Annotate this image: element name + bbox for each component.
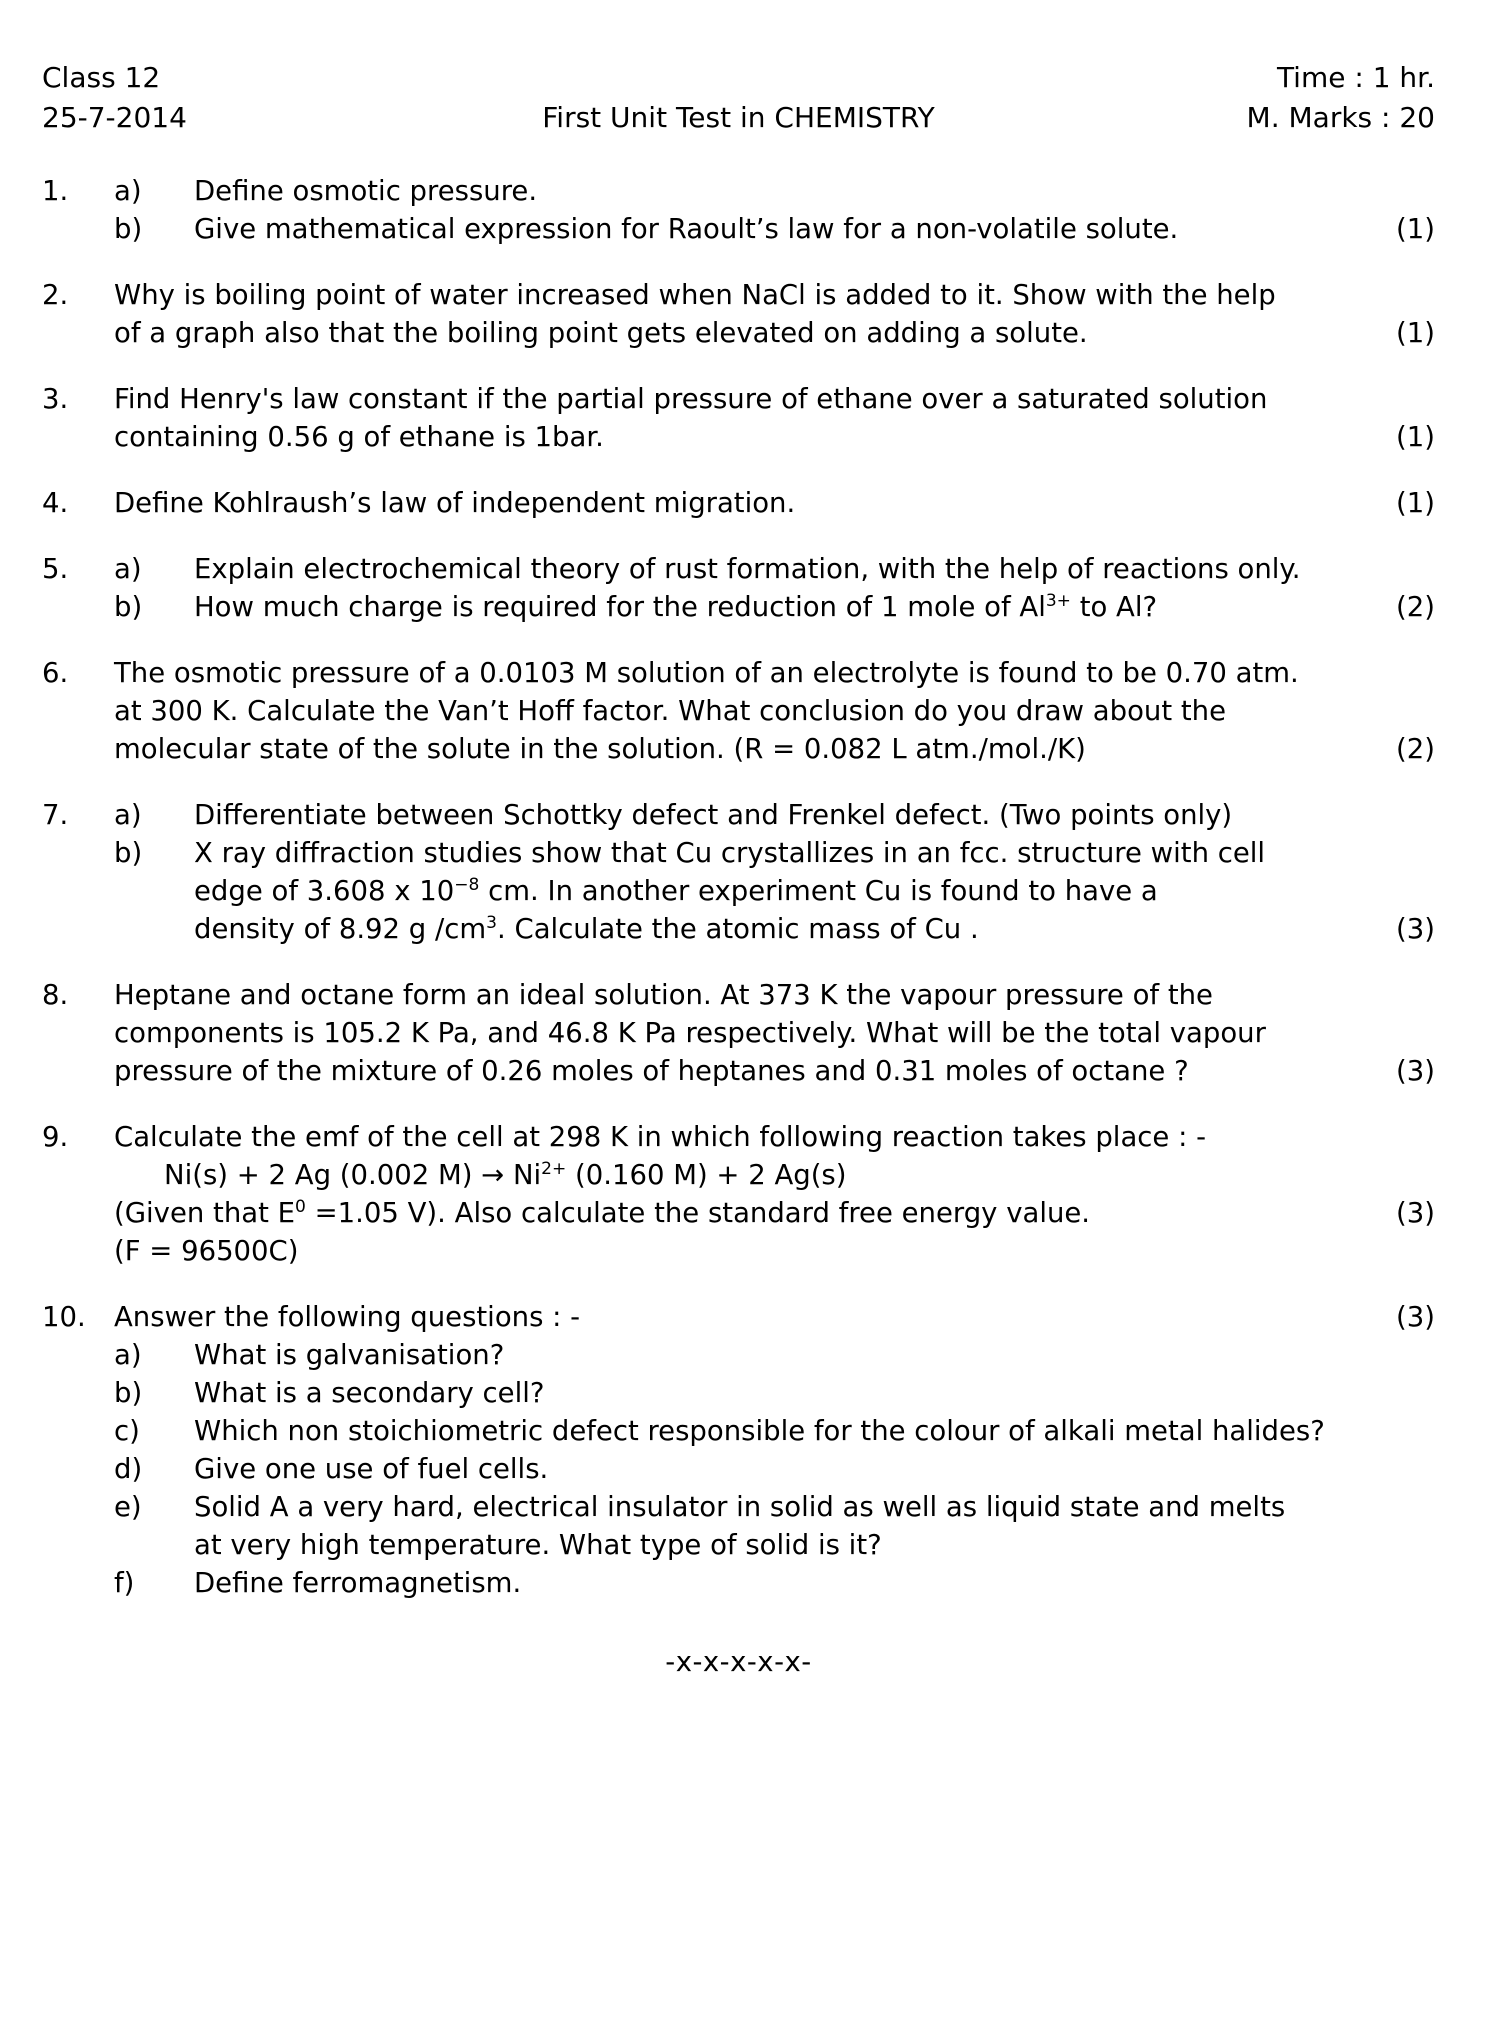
- question-line: [114, 550, 1435, 588]
- question-item: [42, 796, 1435, 948]
- question-number: 5.: [42, 553, 69, 585]
- question-text: [114, 1118, 1435, 1156]
- question-line: [114, 1014, 1435, 1052]
- question-number: 1.: [42, 175, 69, 207]
- question-text: [194, 1374, 1435, 1412]
- question-number: 7.: [42, 799, 69, 831]
- question-text: [114, 1052, 1435, 1090]
- question-line: [114, 1298, 1435, 1336]
- question-text-main: Give one use of fuel cells.: [194, 1453, 549, 1485]
- superscript: 2+: [541, 1158, 567, 1179]
- question-body: [114, 1298, 1435, 1602]
- question-item: [42, 380, 1435, 456]
- question-text-main: molecular state of the solute in the solution. (R = 0.082 L atm./mol./K): [114, 733, 1086, 765]
- marks-allotted: (2): [1396, 733, 1435, 765]
- question-body: [114, 380, 1435, 456]
- question-text: [114, 1194, 1435, 1232]
- question-text: [194, 872, 1435, 910]
- sub-question-letter: e): [114, 1491, 142, 1523]
- question-text-tail: to Al?: [1070, 591, 1158, 623]
- question-text-main: What is galvanisation?: [194, 1339, 505, 1371]
- superscript: 3: [486, 912, 498, 933]
- question-text: [114, 380, 1435, 418]
- question-line: [114, 796, 1435, 834]
- question-text-main: Why is boiling point of water increased when NaCl is added to it. Show with the help: [114, 279, 1276, 311]
- class-label: Class 12: [42, 61, 161, 94]
- question-text: [194, 834, 1435, 872]
- question-line: [114, 834, 1435, 872]
- sub-question-letter: b): [114, 213, 143, 245]
- question-text-main: Calculate the emf of the cell at 298 K in which following reaction takes place : -: [114, 1121, 1207, 1153]
- marks-allotted: (1): [1396, 213, 1435, 245]
- question-text-main: containing 0.56 g of ethane is 1bar.: [114, 421, 604, 453]
- question-line: [114, 1412, 1435, 1450]
- question-item: [42, 1118, 1435, 1270]
- question-text-main: (F = 96500C): [114, 1235, 299, 1267]
- question-number: 8.: [42, 979, 69, 1011]
- question-line: [114, 1488, 1435, 1526]
- question-body: [114, 976, 1435, 1090]
- sub-question-letter: a): [114, 553, 142, 585]
- question-item: [42, 484, 1435, 522]
- question-text: [194, 1450, 1435, 1488]
- question-line: [114, 484, 1435, 522]
- question-text-main: Define Kohlraush’s law of independent migration.: [114, 487, 796, 519]
- question-line: [114, 1232, 1435, 1270]
- sub-question-letter: a): [114, 175, 142, 207]
- question-text-main: Heptane and octane form an ideal solution. At 373 K the vapour pressure of the: [114, 979, 1213, 1011]
- question-text: [114, 276, 1435, 314]
- question-line: [114, 588, 1435, 626]
- sub-question-letter: a): [114, 799, 142, 831]
- question-item: [42, 654, 1435, 768]
- question-body: [114, 276, 1435, 352]
- question-line: [114, 210, 1435, 248]
- question-line: [114, 1156, 1435, 1194]
- question-text-main: Define ferromagnetism.: [194, 1567, 522, 1599]
- question-line: [114, 1564, 1435, 1602]
- question-text-main: pressure of the mixture of 0.26 moles of heptanes and 0.31 moles of octane ?: [114, 1055, 1189, 1087]
- question-text: [114, 1014, 1435, 1052]
- question-text: [114, 1232, 1435, 1270]
- marks-allotted: (3): [1396, 1301, 1435, 1333]
- question-number: 6.: [42, 657, 69, 689]
- question-line: [114, 1450, 1435, 1488]
- question-line: [114, 276, 1435, 314]
- question-item: [42, 276, 1435, 352]
- question-line: [114, 872, 1435, 910]
- marks-allotted: (1): [1396, 317, 1435, 349]
- sub-question-letter: b): [114, 837, 143, 869]
- question-line: [114, 418, 1435, 456]
- question-text: [114, 484, 1435, 522]
- question-text: [164, 1156, 1435, 1194]
- question-text: [194, 910, 1435, 948]
- sub-question-letter: c): [114, 1415, 140, 1447]
- question-text-main: Give mathematical expression for Raoult’s law for a non-volatile solute.: [194, 213, 1179, 245]
- question-text-main: edge of 3.608 x 10: [194, 875, 455, 907]
- question-text: [114, 654, 1435, 692]
- question-text-main: density of 8.92 g /cm: [194, 913, 487, 945]
- question-number: 2.: [42, 279, 69, 311]
- question-text: [194, 210, 1435, 248]
- question-text-tail: cm. In another experiment Cu is found to have a: [479, 875, 1158, 907]
- question-text: [194, 1526, 1435, 1564]
- question-line: [114, 910, 1435, 948]
- question-text-main: What is a secondary cell?: [194, 1377, 545, 1409]
- question-text: [194, 588, 1435, 626]
- end-of-paper-mark: -x-x-x-x-x-: [665, 1646, 812, 1678]
- question-body: [114, 550, 1435, 626]
- question-text: [194, 1488, 1435, 1526]
- paper-title: First Unit Test in CHEMISTRY: [542, 101, 935, 134]
- question-line: [114, 314, 1435, 352]
- question-body: [114, 484, 1435, 522]
- question-text-main: Explain electrochemical theory of rust formation, with the help of reactions only.: [194, 553, 1301, 585]
- time-allowed: Time : 1 hr.: [1276, 61, 1435, 94]
- question-text: [194, 172, 1435, 210]
- question-text-main: at very high temperature. What type of solid is it?: [194, 1529, 882, 1561]
- question-text: [114, 1298, 1435, 1336]
- paper-header: [42, 58, 1435, 150]
- sub-question-letter: a): [114, 1339, 142, 1371]
- question-body: [114, 172, 1435, 248]
- question-text-main: Ni(s) + 2 Ag (0.002 M) → Ni: [164, 1159, 542, 1191]
- question-text-main: Which non stoichiometric defect responsible for the colour of alkali metal halides?: [194, 1415, 1325, 1447]
- sub-question-letter: b): [114, 591, 143, 623]
- question-text-main: (Given that E: [114, 1197, 296, 1229]
- question-number: 3.: [42, 383, 69, 415]
- marks-allotted: (2): [1396, 591, 1435, 623]
- question-text-main: Answer the following questions : -: [114, 1301, 581, 1333]
- question-number: 9.: [42, 1121, 69, 1153]
- question-text-main: How much charge is required for the reduction of 1 mole of Al: [194, 591, 1046, 623]
- question-text-main: X ray diffraction studies show that Cu crystallizes in an fcc. structure with cell: [194, 837, 1266, 869]
- question-text-main: Differentiate between Schottky defect and Frenkel defect. (Two points only): [194, 799, 1233, 831]
- question-line: [114, 1374, 1435, 1412]
- question-item: [42, 976, 1435, 1090]
- question-line: [114, 1052, 1435, 1090]
- question-text: [194, 1336, 1435, 1374]
- question-line: [114, 976, 1435, 1014]
- question-text: [114, 976, 1435, 1014]
- marks-allotted: (3): [1396, 1197, 1435, 1229]
- question-line: [114, 380, 1435, 418]
- sub-question-letter: b): [114, 1377, 143, 1409]
- question-line: [114, 1336, 1435, 1374]
- question-text: [194, 796, 1435, 834]
- max-marks: M. Marks : 20: [1246, 101, 1435, 134]
- marks-allotted: (3): [1396, 913, 1435, 945]
- question-text-main: Solid A a very hard, electrical insulator in solid as well as liquid state and melts: [194, 1491, 1286, 1523]
- question-text-main: of a graph also that the boiling point gets elevated on adding a solute.: [114, 317, 1088, 349]
- exam-date: 25-7-2014: [42, 101, 187, 134]
- question-number: 10.: [42, 1301, 86, 1333]
- sub-question-letter: d): [114, 1453, 143, 1485]
- question-body: [114, 654, 1435, 768]
- question-line: [114, 730, 1435, 768]
- question-text-main: Find Henry's law constant if the partial pressure of ethane over a saturated solution: [114, 383, 1268, 415]
- question-text: [194, 550, 1435, 588]
- question-text-main: Define osmotic pressure.: [194, 175, 538, 207]
- question-text: [114, 730, 1435, 768]
- questions-list: [42, 172, 1435, 1602]
- question-body: [114, 796, 1435, 948]
- question-line: [114, 1118, 1435, 1156]
- question-number: 4.: [42, 487, 69, 519]
- marks-allotted: (1): [1396, 487, 1435, 519]
- superscript: −8: [454, 874, 480, 895]
- question-line: [114, 172, 1435, 210]
- question-text-main: at 300 K. Calculate the Van’t Hoff factor. What conclusion do you draw about the: [114, 695, 1226, 727]
- question-text-main: components is 105.2 K Pa, and 46.8 K Pa respectively. What will be the total vapour: [114, 1017, 1266, 1049]
- superscript: 0: [295, 1196, 306, 1217]
- question-item: [42, 1298, 1435, 1602]
- question-line: [114, 654, 1435, 692]
- question-text: [194, 1412, 1435, 1450]
- question-line: [114, 692, 1435, 730]
- question-text-tail: (0.160 M) + 2 Ag(s): [566, 1159, 847, 1191]
- question-line: [114, 1194, 1435, 1232]
- question-text: [114, 314, 1435, 352]
- question-text-main: The osmotic pressure of a 0.0103 M solution of an electrolyte is found to be 0.70 atm.: [114, 657, 1299, 689]
- question-text-tail: =1.05 V). Also calculate the standard free energy value.: [305, 1197, 1091, 1229]
- superscript: 3+: [1045, 590, 1071, 611]
- question-item: [42, 172, 1435, 248]
- marks-allotted: (1): [1396, 421, 1435, 453]
- question-line: [114, 1526, 1435, 1564]
- marks-allotted: (3): [1396, 1055, 1435, 1087]
- question-text: [114, 418, 1435, 456]
- question-text-tail: . Calculate the atomic mass of Cu .: [497, 913, 979, 945]
- question-text: [194, 1564, 1435, 1602]
- sub-question-letter: f): [114, 1567, 135, 1599]
- question-text: [114, 692, 1435, 730]
- question-body: [114, 1118, 1435, 1270]
- question-item: [42, 550, 1435, 626]
